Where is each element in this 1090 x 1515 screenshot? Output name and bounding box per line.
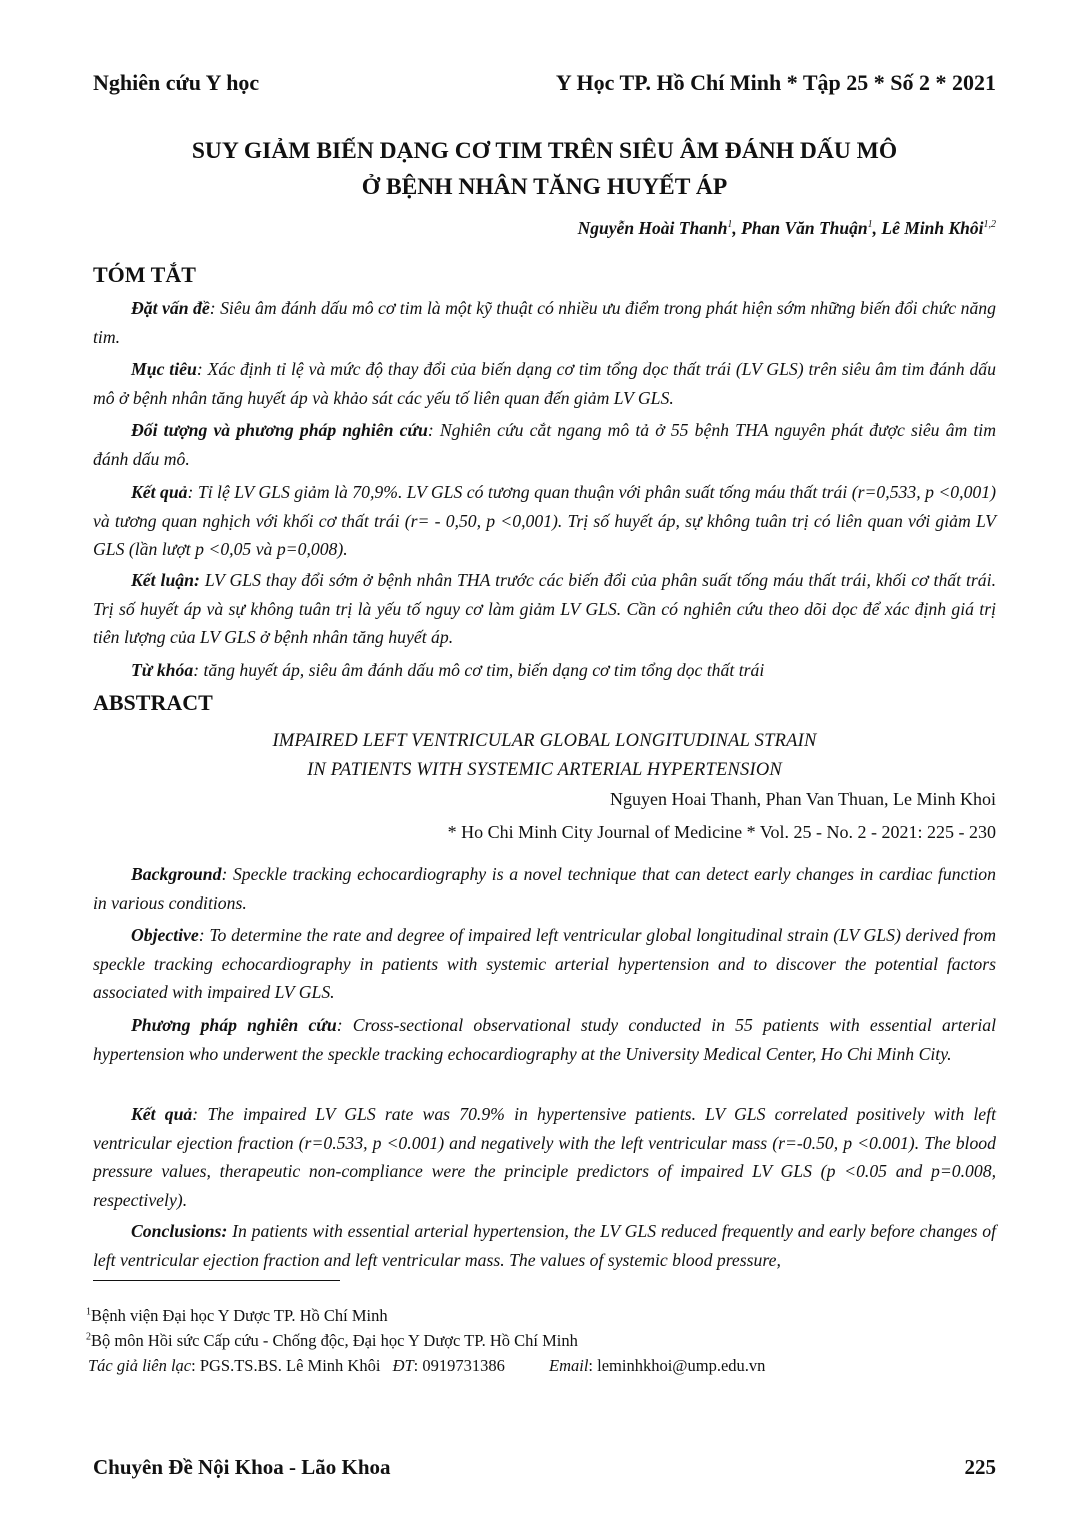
abstract-conclusions-label: Conclusions: <box>131 1221 228 1241</box>
summary-conclusion-label: Kết luận: <box>131 570 200 590</box>
page-number: 225 <box>964 1455 996 1479</box>
summary-keywords-label: Từ khóa <box>131 660 194 680</box>
author-3-affil: 1,2 <box>983 219 996 231</box>
abstract-objective: Objective: To determine the rate and degree of impaired left ventricular global longitudinal strain (LV GLS) derived from speckle tracking echocardiography in patients with systemic arterial hypertension and to discover the potential factors associated with impaired LV GLS. <box>93 925 996 1002</box>
author-1-affil: 1 <box>727 219 733 231</box>
contact-name: : PGS.TS.BS. Lê Minh Khôi <box>191 1356 381 1375</box>
abstract-methods-label: Phương pháp nghiên cứu <box>131 1015 337 1035</box>
running-footer <box>93 1455 996 1480</box>
footnote-contact <box>88 1356 765 1376</box>
abstract-results: Kết quả: The impaired LV GLS rate was 70.9% in hypertensive patients. LV GLS correlated positively with left ventricular ejection fraction (r=0.533, p <0.001) and negatively with the left ventricular mass (r=-0.50, p <0.001). The blood pressure values, therapeutic non-compliance were the principle predictors of impaired LV GLS (p <0.05 and p=0.008, respectively). <box>93 1104 996 1210</box>
summary-methods: Đối tượng và phương pháp nghiên cứu: Nghiên cứu cắt ngang mô tả ở 55 bệnh THA nguyên phát được siêu âm tim đánh dấu mô. <box>93 420 996 469</box>
title-line-1: SUY GIẢM BIẾN DẠNG CƠ TIM TRÊN SIÊU ÂM ĐÁNH DẤU MÔ <box>191 138 898 164</box>
journal-citation: * Ho Chi Minh City Journal of Medicine * Vol. 25 - No. 2 - 2021: 225 - 230 <box>447 822 996 842</box>
email-label: Email <box>549 1356 589 1375</box>
abstract-methods: Phương pháp nghiên cứu: Cross-sectional observational study conducted in 55 patients with essential arterial hypertension who underwent the speckle tracking echocardiography at the University Medical Center, Ho Chi Minh City. <box>93 1015 996 1064</box>
english-title-line-1: IMPAIRED LEFT VENTRICULAR GLOBAL LONGITUDINAL STRAIN <box>272 731 817 751</box>
header-journal-info: Y Học TP. Hồ Chí Minh * Tập 25 * Số 2 * 2021 <box>555 70 996 95</box>
english-title-line-2: IN PATIENTS WITH SYSTEMIC ARTERIAL HYPERTENSION <box>307 759 782 780</box>
abstract-objective-label: Objective <box>131 925 199 945</box>
running-header <box>93 70 996 96</box>
abstract-conclusions: Conclusions: In patients with essential arterial hypertension, the LV GLS reduced frequently and early before changes of left ventricular ejection fraction and left ventricular mass. The values of systemic blood pressure, <box>93 1221 996 1270</box>
summary-methods-label: Đối tượng và phương pháp nghiên cứu <box>131 420 428 440</box>
english-authors: Nguyen Hoai Thanh, Phan Van Thuan, Le Minh Khoi <box>610 789 996 809</box>
summary-background: Đặt vấn đề: Siêu âm đánh dấu mô cơ tim là một kỹ thuật có nhiều ưu điểm trong phát hiện sớm những biến đổi chức năng tim. <box>93 298 996 347</box>
author-list: Nguyễn Hoài Thanh$^1$, Phan Văn Thuận$^1$, Lê Minh Khôi$^{1,2}$ <box>577 218 996 238</box>
abstract-background-label: Background <box>131 864 222 884</box>
phone-label: ĐT <box>392 1356 414 1375</box>
article-title <box>93 133 996 205</box>
summary-results: Kết quả: Tỉ lệ LV GLS giảm là 70,9%. LV GLS có tương quan thuận với phân suất tống máu thất trái (r=0,533, p <0,001) và tương quan nghịch với khối cơ thất trái (r= - 0,50, p <0,001). Trị số huyết áp, sự không tuân trị có liên quan với giảm LV GLS (lần lượt p <0,05 và p=0,008). <box>93 482 996 559</box>
contact-phone: : 0919731386 <box>413 1356 505 1375</box>
abstract-heading: ABSTRACT <box>93 690 213 715</box>
footnote-affiliation-2: $^2$Bộ môn Hồi sức Cấp cứu - Chống độc, Đại học Y Dược TP. Hồ Chí Minh <box>86 1331 578 1350</box>
abstract-background: Background: Speckle tracking echocardiography is a novel technique that can detect early changes in cardiac function in various conditions. <box>93 864 996 913</box>
author-1: Nguyễn Hoài Thanh <box>577 218 728 238</box>
summary-objective-label: Mục tiêu <box>131 359 197 379</box>
footer-section-label: Chuyên Đề Nội Khoa - Lão Khoa <box>93 1455 391 1479</box>
summary-heading: TÓM TẮT <box>93 262 196 287</box>
author-2: Phan Văn Thuận <box>741 218 868 238</box>
title-line-2: Ở BỆNH NHÂN TĂNG HUYẾT ÁP <box>361 174 728 200</box>
footnote-affiliation-1: $^1$Bệnh viện Đại học Y Dược TP. Hồ Chí Minh <box>86 1306 388 1325</box>
summary-results-label: Kết quả <box>131 482 188 502</box>
contact-email: : leminhkhoi@ump.edu.vn <box>588 1356 766 1375</box>
abstract-results-label: Kết quả <box>131 1104 193 1124</box>
english-title <box>93 727 996 784</box>
summary-keywords: Từ khóa: tăng huyết áp, siêu âm đánh dấu mô cơ tim, biến dạng cơ tim tổng dọc thất trái <box>131 660 765 680</box>
summary-objective: Mục tiêu: Xác định tỉ lệ và mức độ thay đổi của biến dạng cơ tim tổng dọc thất trái (LV GLS) trên siêu âm tim đánh dấu mô ở bệnh nhân tăng huyết áp và khảo sát các yếu tố liên quan đến giảm LV GLS. <box>93 359 996 408</box>
author-3: Lê Minh Khôi <box>881 218 984 238</box>
summary-conclusion: Kết luận: LV GLS thay đổi sớm ở bệnh nhân THA trước các biến đổi của phân suất tống máu thất trái, khối cơ thất trái. Trị số huyết áp và sự không tuân trị là yếu tố nguy cơ làm giảm LV GLS. Cần có nghiên cứu theo dõi dọc để xác định giá trị tiên lượng của LV GLS ở bệnh nhân tăng huyết áp. <box>93 570 996 647</box>
summary-background-label: Đặt vấn đề <box>131 298 210 318</box>
footnote-divider <box>93 1280 340 1281</box>
author-2-affil: 1 <box>867 219 873 231</box>
contact-label: Tác giả liên lạc <box>88 1356 192 1375</box>
header-section-label: Nghiên cứu Y học <box>93 70 260 95</box>
